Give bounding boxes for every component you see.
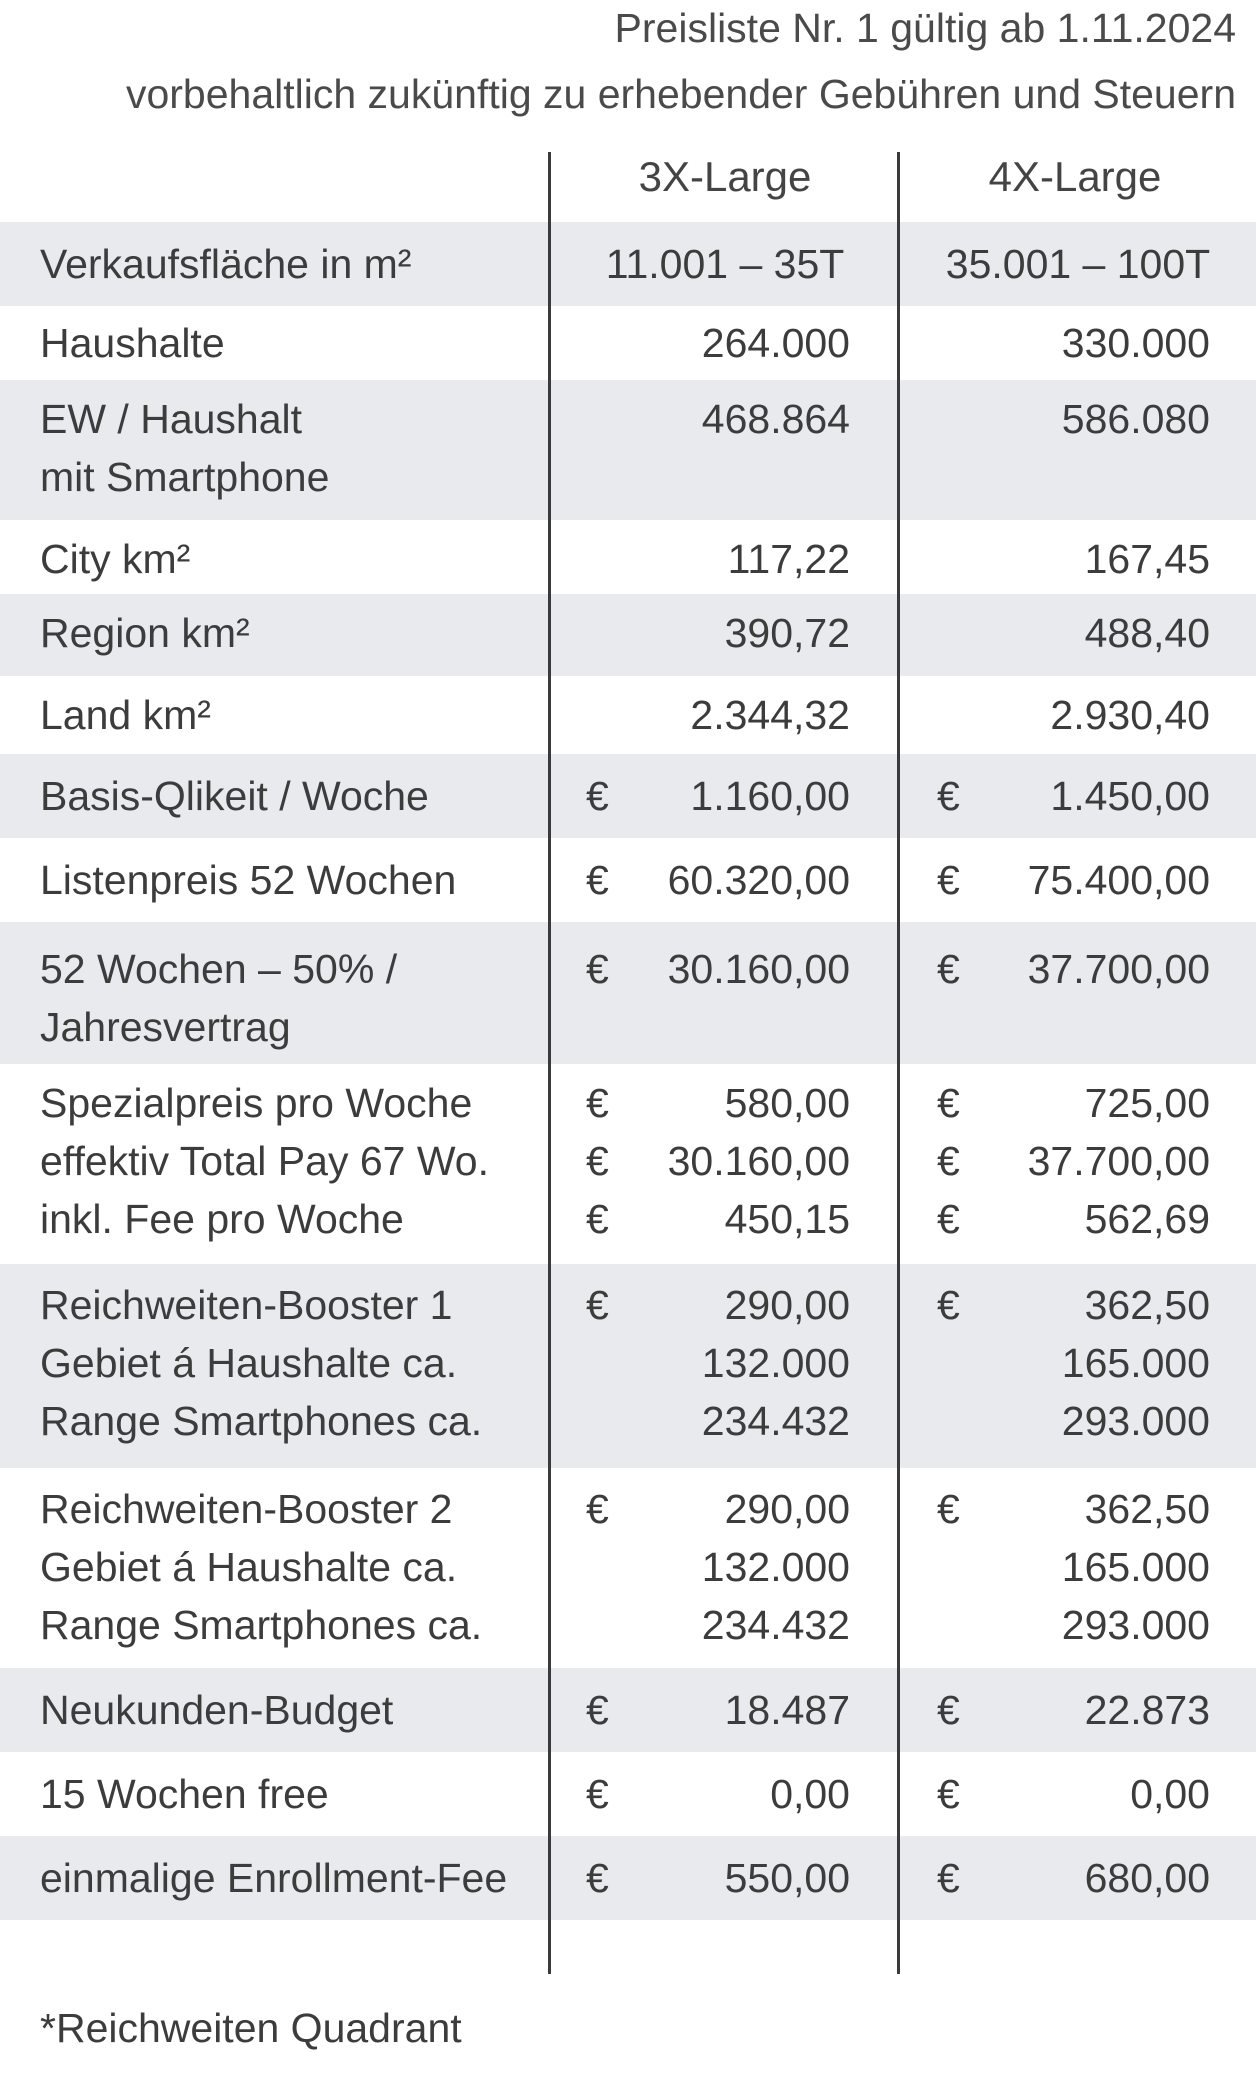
table-row	[0, 838, 1256, 922]
column-header-3x-large: 3X-Large	[638, 153, 812, 200]
value-3x-large	[600, 851, 850, 909]
value-4x-large	[950, 940, 1210, 998]
value-3x-large	[600, 314, 850, 372]
value-4x-large	[950, 604, 1210, 662]
euro-sign-line: €	[937, 946, 960, 992]
value-4x-large-line: 22.873	[1084, 1687, 1210, 1733]
euro-sign-line: €	[937, 1282, 960, 1328]
euro-sign-line: €	[586, 1196, 609, 1242]
value-4x-large-line: 1.450,00	[1050, 773, 1210, 819]
value-3x-large-line: 132.000	[701, 1340, 850, 1386]
row-label-line: Listenpreis 52 Wochen	[40, 857, 457, 903]
table-row	[0, 380, 1256, 520]
row-label	[40, 604, 540, 662]
value-4x-large-line: 35.001 – 100T	[945, 241, 1211, 287]
euro-sign-line: €	[937, 1080, 960, 1126]
row-label	[40, 530, 540, 588]
euro-sign-line: €	[937, 1687, 960, 1733]
table-row	[0, 306, 1256, 380]
value-3x-large-line: 18.487	[724, 1687, 850, 1733]
row-label-line: 15 Wochen free	[40, 1771, 329, 1817]
table-row	[0, 1468, 1256, 1668]
value-3x-large-line: 60.320,00	[667, 857, 850, 903]
value-4x-large	[950, 1074, 1210, 1248]
value-3x-large	[600, 1480, 850, 1654]
value-3x-large-line: 30.160,00	[667, 1138, 850, 1184]
row-label-line: Range Smartphones ca.	[40, 1398, 483, 1444]
value-3x-large	[550, 235, 900, 293]
row-label	[40, 1849, 540, 1907]
value-3x-large-line: 234.432	[701, 1602, 850, 1648]
value-3x-large	[600, 1681, 850, 1739]
value-4x-large	[950, 1276, 1210, 1450]
euro-sign-line: €	[586, 773, 609, 819]
value-4x-large-line: 330.000	[1061, 320, 1210, 366]
row-label	[40, 390, 540, 506]
row-label	[40, 1765, 540, 1823]
table-row	[0, 676, 1256, 754]
value-4x-large-line: 167,45	[1084, 536, 1210, 582]
value-4x-large-line: 562,69	[1084, 1196, 1210, 1242]
value-3x-large	[600, 940, 850, 998]
price-list-title: Preisliste Nr. 1 gültig ab 1.11.2024	[614, 5, 1236, 51]
table-row	[0, 754, 1256, 838]
value-4x-large	[950, 390, 1210, 448]
row-label	[40, 1480, 540, 1654]
value-3x-large-line: 264.000	[701, 320, 850, 366]
value-4x-large	[950, 1765, 1210, 1823]
row-label	[40, 1074, 540, 1248]
value-4x-large-line: 0,00	[1130, 1771, 1210, 1817]
value-3x-large-line: 132.000	[701, 1544, 850, 1590]
value-4x-large-line: 725,00	[1084, 1080, 1210, 1126]
euro-sign-line: €	[937, 773, 960, 819]
value-3x-large	[600, 1849, 850, 1907]
value-4x-large-line: 488,40	[1084, 610, 1210, 656]
row-label-line: Gebiet á Haushalte ca.	[40, 1544, 458, 1590]
value-4x-large	[950, 1849, 1210, 1907]
euro-sign-line: €	[586, 1282, 609, 1328]
row-label	[40, 940, 540, 1056]
euro-sign-line: €	[586, 946, 609, 992]
value-3x-large-line: 290,00	[724, 1486, 850, 1532]
price-list-disclaimer: vorbehaltlich zukünftig zu erhebender Gebühren und Steuern	[125, 71, 1236, 117]
euro-sign-line: €	[586, 1080, 609, 1126]
table-row	[0, 1836, 1256, 1920]
value-3x-large	[600, 1765, 850, 1823]
row-label-line: Neukunden-Budget	[40, 1687, 394, 1733]
value-3x-large-line: 117,22	[727, 536, 850, 582]
table-row	[0, 594, 1256, 676]
euro-sign-line: €	[937, 1771, 960, 1817]
table-row	[0, 1264, 1256, 1468]
euro-sign-line: €	[586, 1138, 609, 1184]
value-4x-large-line: 75.400,00	[1027, 857, 1210, 903]
table-row	[0, 520, 1256, 594]
row-label-line: Reichweiten-Booster 2	[40, 1486, 453, 1532]
value-4x-large-line: 362,50	[1084, 1282, 1210, 1328]
row-label-line: Verkaufsfläche in m²	[40, 241, 412, 287]
value-4x-large	[950, 686, 1210, 744]
euro-sign-line: €	[937, 1486, 960, 1532]
euro-sign-line: €	[937, 1196, 960, 1242]
euro-sign-line: €	[586, 1486, 609, 1532]
row-label-line: mit Smartphone	[40, 454, 330, 500]
value-4x-large-line: 2.930,40	[1050, 692, 1210, 738]
row-label	[40, 686, 540, 744]
value-3x-large-line: 550,00	[724, 1855, 850, 1901]
euro-sign-line: €	[937, 1855, 960, 1901]
table-row	[0, 1668, 1256, 1752]
value-4x-large-line: 680,00	[1084, 1855, 1210, 1901]
row-label	[40, 851, 540, 909]
value-3x-large-line: 450,15	[724, 1196, 850, 1242]
value-4x-large	[950, 530, 1210, 588]
value-4x-large-line: 586.080	[1061, 396, 1210, 442]
value-3x-large-line: 468.864	[701, 396, 850, 442]
value-4x-large-line: 165.000	[1061, 1340, 1210, 1386]
row-label	[40, 235, 540, 293]
row-label	[40, 314, 540, 372]
value-4x-large	[950, 1480, 1210, 1654]
table-row	[0, 1064, 1256, 1264]
value-3x-large-line: 580,00	[724, 1080, 850, 1126]
row-label	[40, 1681, 540, 1739]
value-3x-large	[600, 530, 850, 588]
value-3x-large-line: 2.344,32	[690, 692, 850, 738]
value-3x-large	[600, 1276, 850, 1450]
value-3x-large-line: 290,00	[724, 1282, 850, 1328]
value-4x-large-line: 293.000	[1061, 1602, 1210, 1648]
column-divider	[548, 152, 551, 1974]
value-4x-large-line: 37.700,00	[1027, 946, 1210, 992]
value-4x-large-line: 37.700,00	[1027, 1138, 1210, 1184]
row-label-line: EW / Haushalt	[40, 396, 303, 442]
value-4x-large	[950, 851, 1210, 909]
value-3x-large	[600, 604, 850, 662]
row-label-line: Reichweiten-Booster 1	[40, 1282, 453, 1328]
value-3x-large-line: 234.432	[701, 1398, 850, 1444]
table-row	[0, 222, 1256, 306]
value-4x-large	[950, 1681, 1210, 1739]
row-label-line: Range Smartphones ca.	[40, 1602, 483, 1648]
value-4x-large	[900, 235, 1256, 293]
row-label-line: Gebiet á Haushalte ca.	[40, 1340, 458, 1386]
value-3x-large	[600, 1074, 850, 1248]
value-3x-large-line: 30.160,00	[667, 946, 850, 992]
value-3x-large	[600, 767, 850, 825]
footnote: *Reichweiten Quadrant	[40, 2005, 462, 2051]
euro-sign-line: €	[586, 1855, 609, 1901]
value-4x-large-line: 293.000	[1061, 1398, 1210, 1444]
row-label	[40, 767, 540, 825]
euro-sign-line: €	[586, 1687, 609, 1733]
row-label-line: 52 Wochen – 50% /	[40, 946, 398, 992]
value-3x-large-line: 0,00	[770, 1771, 850, 1817]
column-header-4x-large: 4X-Large	[988, 153, 1162, 200]
table-row	[0, 1752, 1256, 1836]
value-3x-large-line: 11.001 – 35T	[605, 241, 845, 287]
row-label-line: einmalige Enrollment-Fee	[40, 1855, 508, 1901]
euro-sign-line: €	[586, 857, 609, 903]
value-3x-large-line: 1.160,00	[690, 773, 850, 819]
column-divider	[897, 152, 900, 1974]
row-label-line: Region km²	[40, 610, 250, 656]
value-3x-large	[600, 390, 850, 448]
euro-sign-line: €	[586, 1771, 609, 1817]
row-label-line: City km²	[40, 536, 191, 582]
euro-sign-line: €	[937, 857, 960, 903]
value-4x-large-line: 165.000	[1061, 1544, 1210, 1590]
row-label-line: Basis-Qlikeit / Woche	[40, 773, 429, 819]
euro-sign-line: €	[937, 1138, 960, 1184]
value-3x-large-line: 390,72	[724, 610, 850, 656]
value-4x-large	[950, 314, 1210, 372]
row-label-line: Jahresvertrag	[40, 1004, 291, 1050]
row-label-line: Spezialpreis pro Woche	[40, 1080, 473, 1126]
value-3x-large	[600, 686, 850, 744]
value-4x-large-line: 362,50	[1084, 1486, 1210, 1532]
row-label-line: Land km²	[40, 692, 211, 738]
value-4x-large	[950, 767, 1210, 825]
row-label-line: inkl. Fee pro Woche	[40, 1196, 404, 1242]
table-row	[0, 922, 1256, 1064]
row-label	[40, 1276, 540, 1450]
row-label-line: effektiv Total Pay 67 Wo.	[40, 1138, 489, 1184]
row-label-line: Haushalte	[40, 320, 225, 366]
